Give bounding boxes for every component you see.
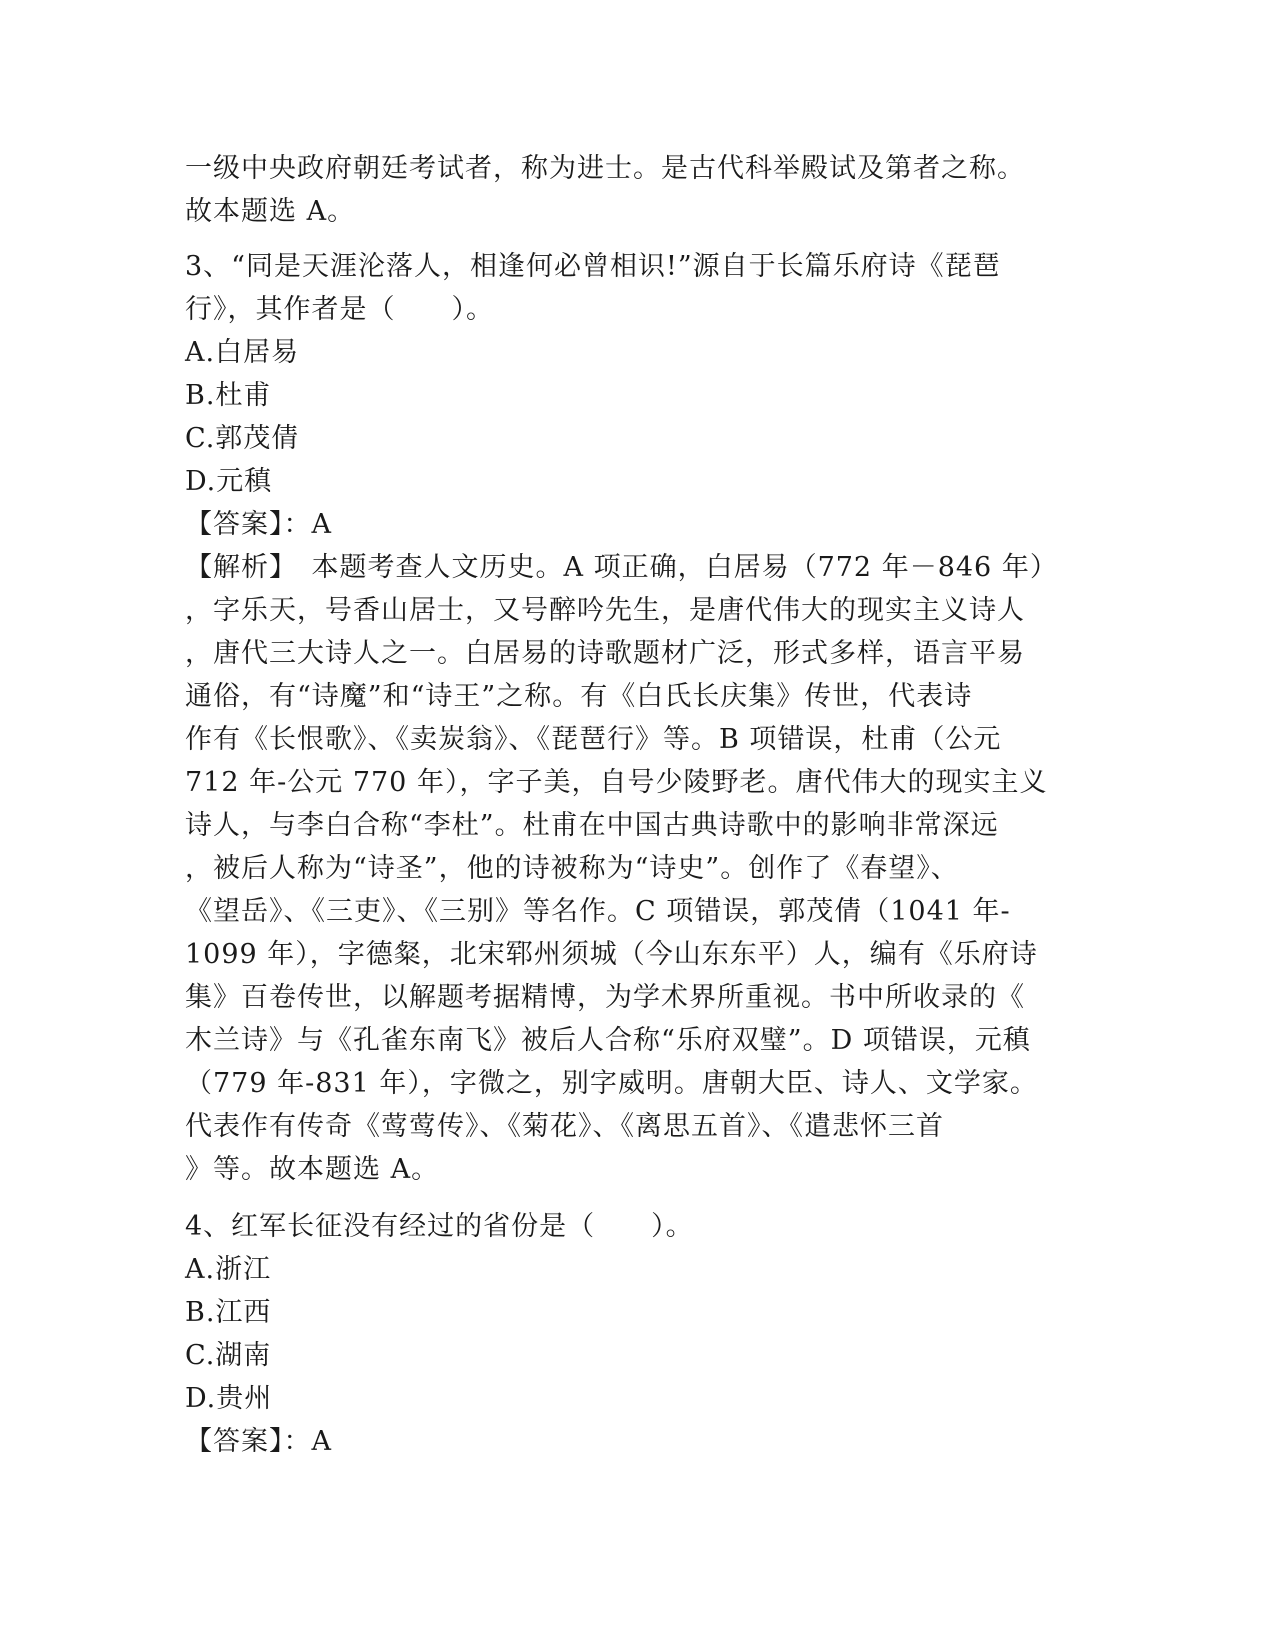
option-d: D.贵州 xyxy=(185,1383,273,1414)
analysis-line: 通俗，有“诗魔”和“诗王”之称。有《白氏长庆集》传世，代表诗 xyxy=(185,681,973,712)
analysis-line: 1099 年），字德粲，北宋郓州须城（今山东东平）人，编有《乐府诗 xyxy=(185,939,1038,970)
question-stem: 行》，其作者是（ ）。 xyxy=(185,294,494,325)
analysis-line: 集》百卷传世，以解题考据精博，为学术界所重视。书中所收录的《 xyxy=(185,982,1025,1013)
analysis-line: 代表作有传奇《莺莺传》、《菊花》、《离思五首》、《遣悲怀三首 xyxy=(185,1111,944,1142)
analysis-line: 诗人，与李白合称“李杜”。杜甫在中国古典诗歌中的影响非常深远 xyxy=(185,810,999,841)
analysis xyxy=(185,546,1085,1191)
option-d: D.元稹 xyxy=(185,466,273,497)
analysis-line: 【解析】 本题考查人文历史。A 项正确，白居易（772 年－846 年） xyxy=(185,552,1058,583)
option-a: A.浙江 xyxy=(185,1254,272,1285)
question-stem: 4、红军长征没有经过的省份是（ ）。 xyxy=(185,1211,694,1242)
analysis-line: 作有《长恨歌》、《卖炭翁》、《琵琶行》等。B 项错误，杜甫（公元 xyxy=(185,724,1002,755)
question-4 xyxy=(185,1205,1085,1463)
analysis-line: 》等。故本题选 A。 xyxy=(185,1154,440,1185)
document-content xyxy=(185,147,1085,1463)
option-c: C.湖南 xyxy=(185,1340,272,1371)
analysis-line: 《望岳》、《三吏》、《三别》等名作。C 项错误，郭茂倩（1041 年- xyxy=(185,896,1011,927)
analysis-line: ，字乐天，号香山居士，又号醉吟先生，是唐代伟大的现实主义诗人 xyxy=(185,595,1025,626)
text-line: 一级中央政府朝廷考试者，称为进士。是古代科举殿试及第者之称。 xyxy=(185,153,1025,184)
answer: 【答案】：A xyxy=(185,1426,332,1457)
analysis-line: ，被后人称为“诗圣”，他的诗被称为“诗史”。创作了《春望》、 xyxy=(185,853,959,884)
option-c: C.郭茂倩 xyxy=(185,423,300,454)
option-b: B.江西 xyxy=(185,1297,272,1328)
analysis-line: （779 年-831 年），字微之，别字威明。唐朝大臣、诗人、文学家。 xyxy=(185,1068,1038,1099)
text-line: 故本题选 A。 xyxy=(185,196,356,227)
answer: 【答案】：A xyxy=(185,509,332,540)
analysis-line: ，唐代三大诗人之一。白居易的诗歌题材广泛，形式多样，语言平易 xyxy=(185,638,1025,669)
analysis-line: 木兰诗》与《孔雀东南飞》被后人合称“乐府双璧”。D 项错误，元稹 xyxy=(185,1025,1031,1056)
question-stem: 3、“同是天涯沦落人，相逢何必曾相识!”源自于长篇乐府诗《琵琶 xyxy=(185,251,1001,282)
option-b: B.杜甫 xyxy=(185,380,272,411)
analysis-line: 712 年-公元 770 年），字子美，自号少陵野老。唐代伟大的现实主义 xyxy=(185,767,1048,798)
previous-explanation xyxy=(185,147,1085,233)
question-3 xyxy=(185,245,1085,1191)
option-a: A.白居易 xyxy=(185,337,300,368)
